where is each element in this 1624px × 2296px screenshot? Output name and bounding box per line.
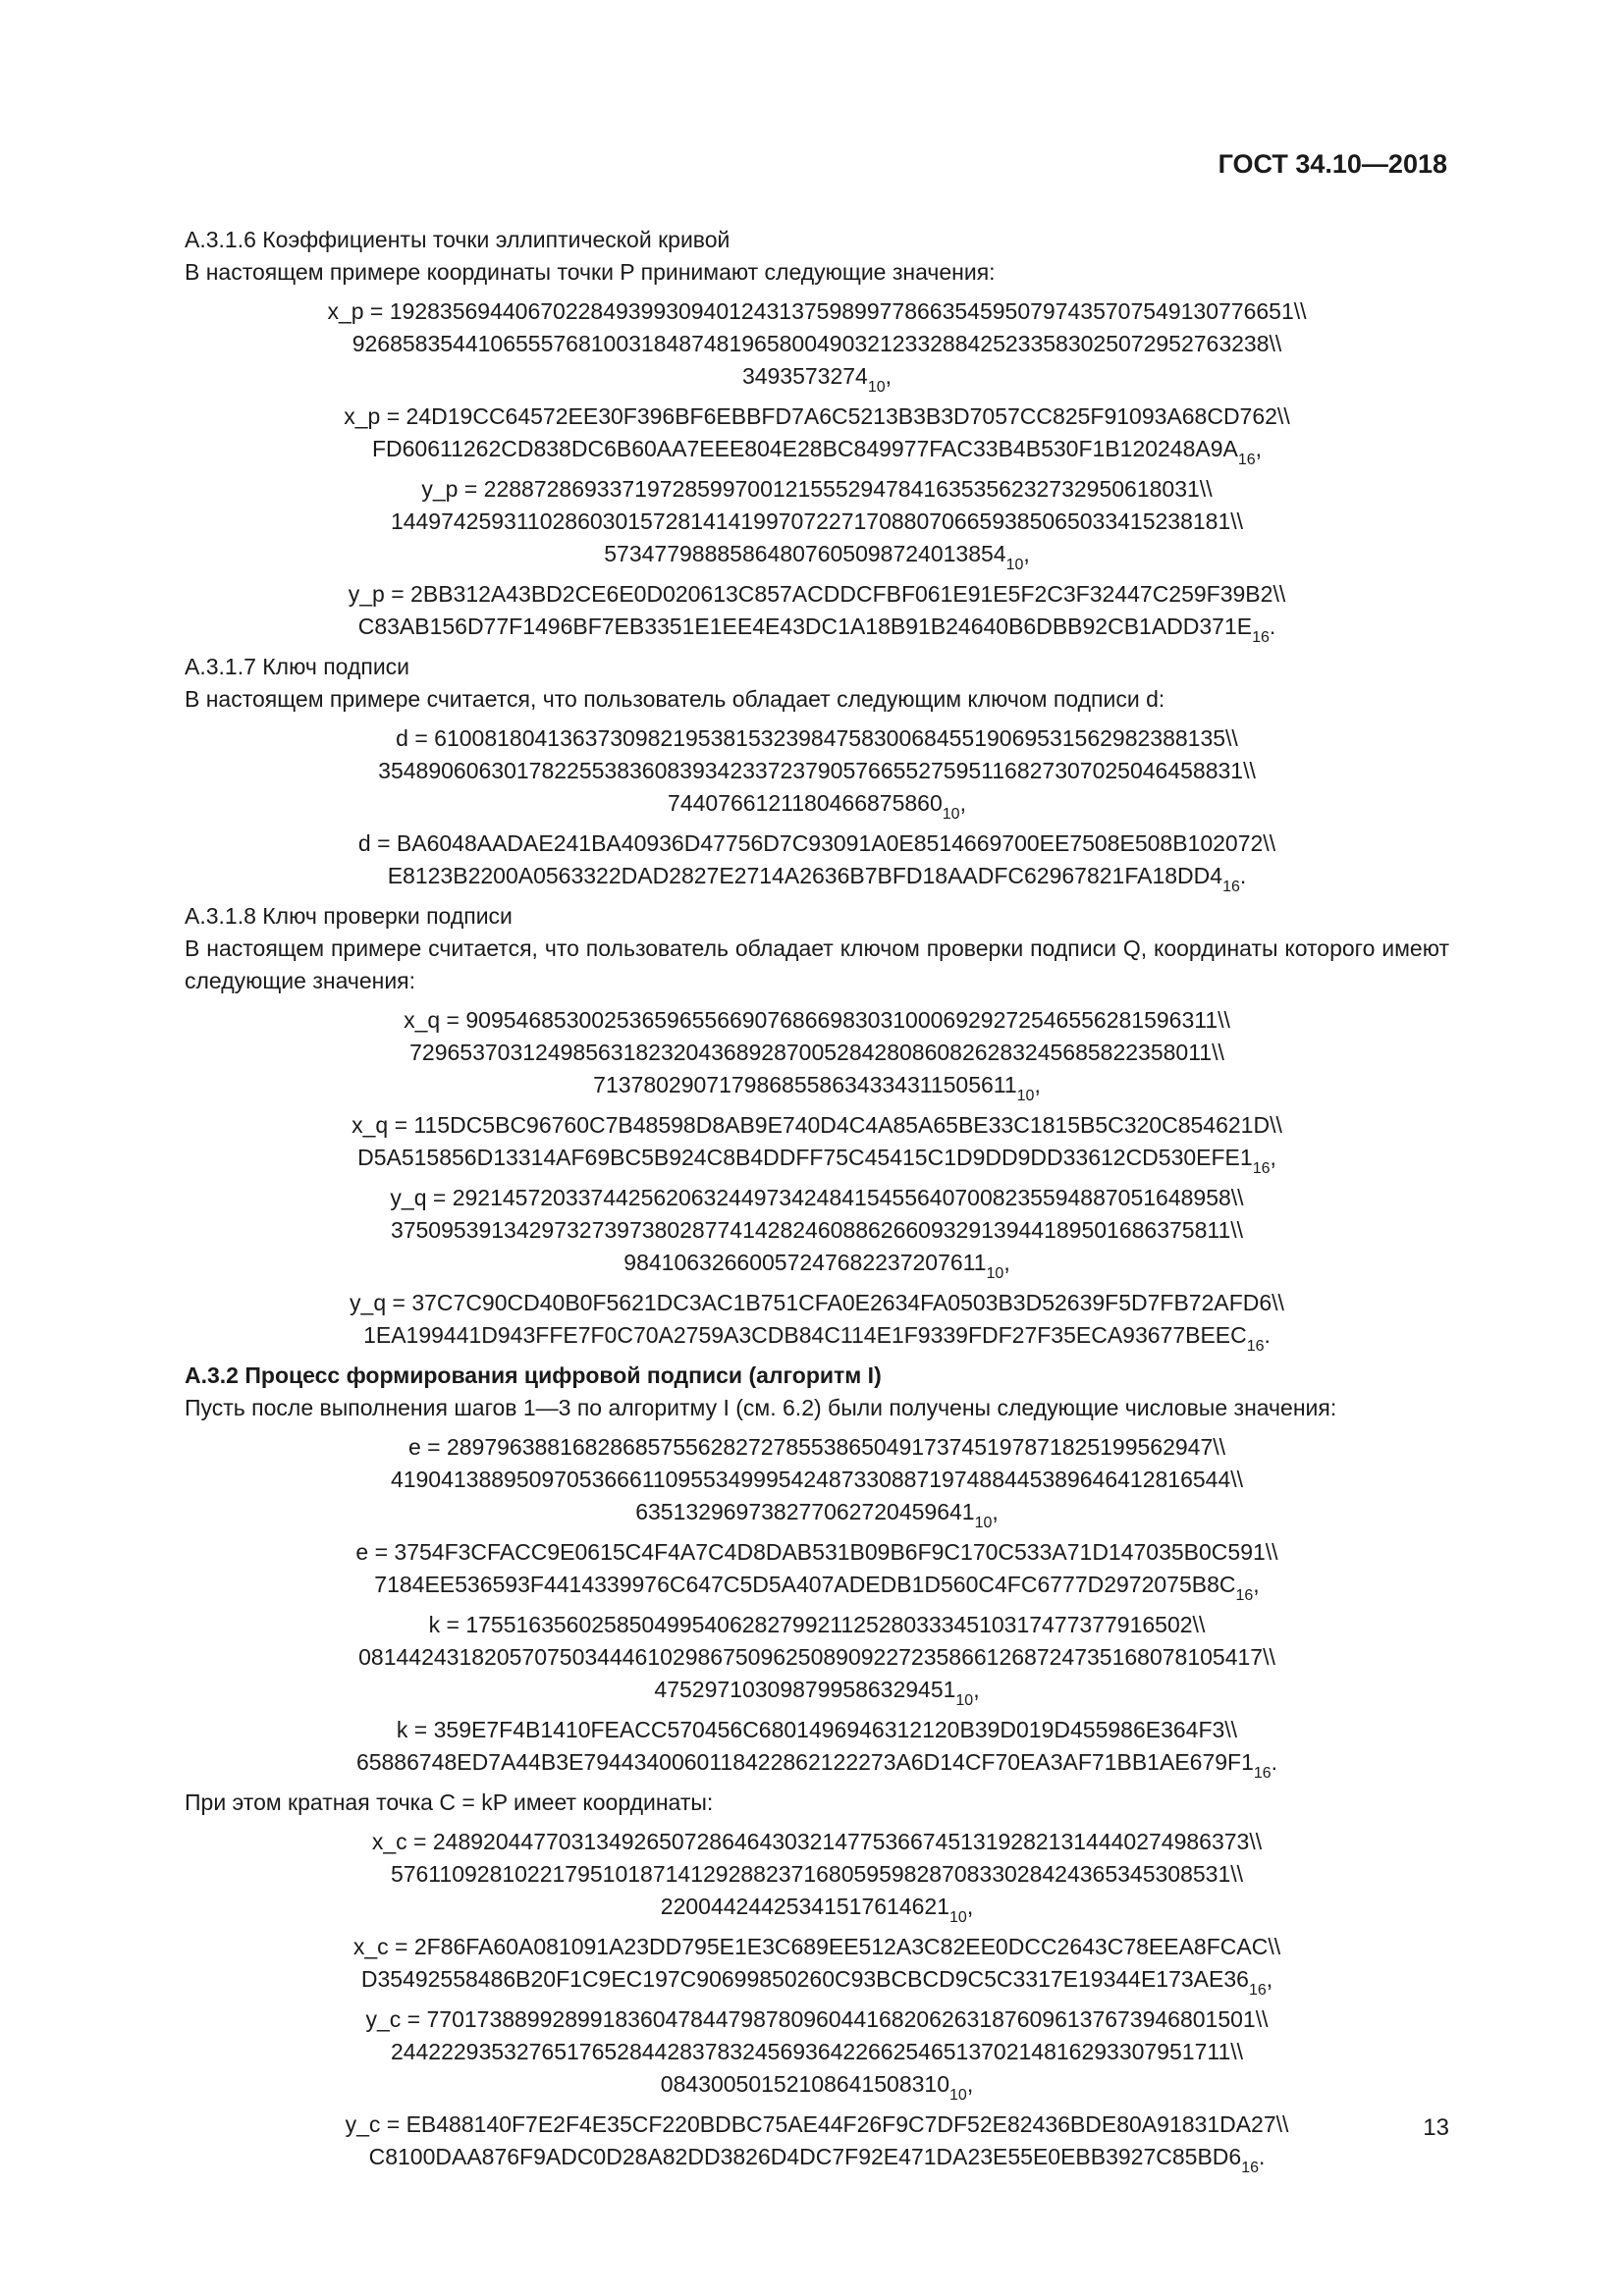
formula-yc-decimal xyxy=(185,2003,1449,2104)
formula-line: x_p = 192835694406702284939930940124313759899778663545950797435707549130776651\\ xyxy=(327,298,1307,324)
formula-line: $57347798885864807605098724013854_{10}$, xyxy=(604,541,1030,573)
formula-line: k = 1755163560258504995406282799211252803334510317477377916502\\ xyxy=(428,1612,1206,1637)
formula-line: $FD60611262CD838DC6B60AA7EEE804E28BC849977FAC33B4B530F1B120248A9A_{16}$, xyxy=(371,436,1263,468)
formula-line-value: 08430050152108641508310 xyxy=(660,2071,950,2097)
formula-xq-decimal xyxy=(185,1004,1449,1104)
subscript-base10: 10 xyxy=(942,806,960,823)
formula-line-value: 1EA199441D943FFE7F0C70A2759A3CDB84C114E1F9339FDF27F35ECA93677BEEC xyxy=(363,1322,1247,1348)
formula-line: y_p = 2BB312A43BD2CE6E0D020613C857ACDDCFBF061E91E5F2C3F32447C259F39B2\\ xyxy=(348,581,1286,607)
section-intro-a32: Пусть после выполнения шагов 1—3 по алгоритму I (см. 6.2) были получены следующие числовые значения: xyxy=(185,1395,1337,1420)
formula-line-value: 65886748ED7A44B3E7944340060118422862122273A6D14CF70EA3AF71BB1AE679F1 xyxy=(355,1749,1254,1775)
subscript-base16: 16 xyxy=(1252,629,1270,646)
formula-line: $D5A515856D13314AF69BC5B924C8B4DDFF75C45415C1D9DD9DD33612CD530EFE1_{16}$, xyxy=(357,1145,1276,1177)
formula-line-value: 475297103098799586329451 xyxy=(654,1677,956,1702)
formula-line: $22004424425341517614621_{10}$, xyxy=(660,1894,974,1926)
formula-line-value: 7440766121180466875860 xyxy=(668,790,943,816)
section-intro-a316: В настоящем примере координаты точки P принимают следующие значения: xyxy=(185,259,996,285)
page-number: 13 xyxy=(1423,2114,1449,2141)
formula-k-hex xyxy=(185,1714,1449,1782)
formula-line: $475297103098799586329451_{10}$, xyxy=(654,1677,980,1709)
subscript-base16: 16 xyxy=(1246,1338,1265,1355)
formula-yp-hex xyxy=(185,578,1449,646)
formula-line: y_c = EB488140F7E2F4E35CF220BDBC75AE44F26F9C7DF52E82436BDE80A91831DA27\\ xyxy=(345,2111,1289,2137)
subscript-base16: 16 xyxy=(1253,1765,1272,1782)
subscript-base16: 16 xyxy=(1235,1587,1254,1604)
formula-line-value: 98410632660057247682237207611 xyxy=(623,1250,987,1275)
formula-yq-hex xyxy=(185,1287,1449,1355)
formula-line: y_q = 37C7C90CD40B0F5621DC3AC1B751CFA0E2634FA0503B3D52639F5D7FB72AFD6\\ xyxy=(350,1290,1284,1315)
formula-line: 2442229353276517652844283783245693642266254651370214816293307951711\\ xyxy=(390,2039,1244,2064)
formula-line: 3750953913429732739738028774142824608862660932913944189501686375811\\ xyxy=(390,1217,1244,1243)
formula-d-hex xyxy=(185,828,1449,895)
formula-line: x_q = 909546853002536596556690768669830310006929272546556281596311\\ xyxy=(404,1007,1230,1033)
formula-xp-decimal xyxy=(185,295,1449,396)
formula-line: 7296537031249856318232043689287005284280860826283245685822358011\\ xyxy=(409,1040,1224,1065)
formula-line: $1EA199441D943FFE7F0C70A2759A3CDB84C114E1F9339FDF27F35ECA93677BEEC_{16}$. xyxy=(363,1322,1271,1355)
subscript-base16: 16 xyxy=(1237,452,1256,468)
multiple-point-intro: При этом кратная точка C = kP имеет координаты: xyxy=(185,1789,714,1815)
formula-line-value: 635132969738277062720459641 xyxy=(635,1499,975,1524)
formula-line: $08430050152108641508310_{10}$, xyxy=(660,2071,974,2104)
formula-line-value: C83AB156D77F1496BF7EB3351E1EE4E43DC1A18B91B24640B6DBB92CB1ADD371E xyxy=(357,614,1253,639)
formula-line: $98410632660057247682237207611_{10}$, xyxy=(623,1250,1010,1282)
subscript-base10: 10 xyxy=(986,1265,1004,1282)
section-heading-a32: А.3.2 Процесс формирования цифровой подписи (алгоритм I) xyxy=(185,1362,882,1388)
formula-line-value: 22004424425341517614621 xyxy=(660,1894,950,1919)
subscript-base10: 10 xyxy=(949,2087,967,2104)
page-header: ГОСТ 34.10—2018 xyxy=(1218,149,1447,179)
subscript-base16: 16 xyxy=(1222,879,1240,895)
formula-line-value: FD60611262CD838DC6B60AA7EEE804E28BC849977FAC33B4B530F1B120248A9A xyxy=(371,436,1238,461)
subscript-base10: 10 xyxy=(1005,557,1024,573)
formula-line: x_c = 24892044770313492650728646430321477536674513192821314440274986373\\ xyxy=(371,1829,1263,1854)
formula-line: $635132969738277062720459641_{10}$, xyxy=(635,1499,999,1531)
formula-line: d = BA6048AADAE241BA40936D47756D7C93091A0E8514669700EE7508E508B102072\\ xyxy=(357,830,1276,856)
subscript-base10: 10 xyxy=(1016,1088,1035,1104)
formula-line-value: 7184EE536593F4414339976C647C5D5A407ADEDB1D560C4FC6777D2972075B8C xyxy=(374,1572,1236,1597)
formula-line: $7137802907179868558634334311505611_{10}$, xyxy=(593,1072,1041,1104)
formula-line: x_q = 115DC5BC96760C7B48598D8AB9E740D4C4A85A65BE33C1815B5C320C854621D\\ xyxy=(352,1112,1282,1138)
formula-e-hex xyxy=(185,1536,1449,1604)
subscript-base16: 16 xyxy=(1248,1982,1267,1999)
formula-yp-decimal xyxy=(185,473,1449,573)
subscript-base10: 10 xyxy=(955,1692,974,1709)
formula-line-value: 7137802907179868558634334311505611 xyxy=(593,1072,1017,1097)
subscript-base16: 16 xyxy=(1252,1160,1271,1177)
formula-line: $7184EE536593F4414339976C647C5D5A407ADEDB1D560C4FC6777D2972075B8C_{16}$, xyxy=(374,1572,1260,1604)
formula-line: $C8100DAA876F9ADC0D28A82DD3826D4DC7F92E471DA23E55E0EBB3927C85BD6_{16}$. xyxy=(368,2144,1266,2176)
formula-line: 081442431820570750344461029867509625089092272358661268724735168078105417\\ xyxy=(358,1644,1275,1670)
subscript-base16: 16 xyxy=(1241,2160,1260,2176)
formula-line: $7440766121180466875860_{10}$, xyxy=(668,790,966,823)
formula-line: 1449742593110286030157281414199707227170880706659385065033415238181\\ xyxy=(390,508,1244,534)
formula-line: 9268583544106555768100318487481965800490321233288425233583025072952763238\\ xyxy=(352,331,1282,356)
section-title-a317: А.3.1.7 Ключ подписи xyxy=(185,654,410,679)
formula-xc-hex xyxy=(185,1931,1449,1999)
formula-line: $65886748ED7A44B3E7944340060118422862122273A6D14CF70EA3AF71BB1AE679F1_{16}$. xyxy=(355,1749,1278,1782)
formula-line: e = 3754F3CFACC9E0615C4F4A7C4D8DAB531B09B6F9C170C533A71D147035B0C591\\ xyxy=(355,1539,1278,1565)
formula-line: x_p = 24D19CC64572EE30F396BF6EBBFD7A6C5213B3B3D7057CC825F91093A68CD762\\ xyxy=(344,403,1290,429)
formula-xp-hex xyxy=(185,400,1449,468)
formula-line-value: E8123B2200A0563322DAD2827E2714A2636B7BFD18AADFC62967821FA18DD4 xyxy=(387,863,1223,888)
formula-line: $3493573274_{10}$, xyxy=(741,363,893,396)
formula-line: $C83AB156D77F1496BF7EB3351E1EE4E43DC1A18B91B24640B6DBB92CB1ADD371E_{16}$. xyxy=(357,614,1276,646)
formula-d-decimal xyxy=(185,722,1449,823)
document-body xyxy=(185,224,1449,2181)
section-intro-a317: В настоящем примере считается, что пользователь обладает следующим ключом подписи d: xyxy=(185,686,1165,712)
formula-e-decimal xyxy=(185,1431,1449,1531)
formula-line-value: 3493573274 xyxy=(741,363,868,389)
formula-line: y_c = 770173889928991836047844798780960441682062631876096137673946801501\\ xyxy=(365,2006,1269,2032)
formula-line-value: C8100DAA876F9ADC0D28A82DD3826D4DC7F92E471DA23E55E0EBB3927C85BD6 xyxy=(368,2144,1242,2169)
section-intro-a318: В настоящем примере считается, что пользователь обладает ключом проверки подписи Q, координаты которого имеют следующие значения: xyxy=(185,935,1449,993)
formula-xq-hex xyxy=(185,1109,1449,1177)
formula-line: y_q = 29214572033744256206324497342484154556407008235594887051648958\\ xyxy=(390,1185,1244,1210)
formula-yc-hex xyxy=(185,2109,1449,2176)
formula-line: d = 610081804136373098219538153239847583006845519069531562982388135\\ xyxy=(396,725,1238,751)
formula-line: 4190413889509705366611095534999542487330887197488445389646412816544\\ xyxy=(390,1467,1244,1492)
subscript-base10: 10 xyxy=(949,1909,967,1926)
section-title-a316: А.3.1.6 Коэффициенты точки эллиптической кривой xyxy=(185,227,731,252)
formula-line: y_p = 228872869337197285997001215552947841635356232732950618031\\ xyxy=(421,476,1213,502)
section-title-a318: А.3.1.8 Ключ проверки подписи xyxy=(185,903,513,929)
formula-line: $D35492558486B20F1C9EC197C90699850260C93BCBCD9C5C3317E19344E173AE36_{16}$, xyxy=(360,1966,1273,1999)
formula-line: $E8123B2200A0563322DAD2827E2714A2636B7BFD18AADFC62967821FA18DD4_{16}$. xyxy=(387,863,1247,895)
formula-line-value: 57347798885864807605098724013854 xyxy=(604,541,1006,566)
formula-k-decimal xyxy=(185,1609,1449,1709)
subscript-base10: 10 xyxy=(974,1515,993,1531)
formula-yq-decimal xyxy=(185,1182,1449,1282)
formula-line: 354890606301782255383608393423372379057665527595116827307025046458831\\ xyxy=(378,758,1256,783)
subscript-base10: 10 xyxy=(867,379,886,396)
formula-line-value: D35492558486B20F1C9EC197C90699850260C93BCBCD9C5C3317E19344E173AE36 xyxy=(360,1966,1249,1992)
formula-line: k = 359E7F4B1410FEACC570456C6801496946312120B39D019D455986E364F3\\ xyxy=(396,1717,1238,1742)
formula-line: x_c = 2F86FA60A081091A23DD795E1E3C689EE512A3C82EE0DCC2643C78EEA8FCAC\\ xyxy=(352,1934,1281,1959)
formula-line: e = 2897963881682868575562827278553865049173745197871825199562947\\ xyxy=(407,1434,1226,1460)
formula-xc-decimal xyxy=(185,1826,1449,1926)
formula-line: 5761109281022179510187141292882371680595982870833028424365345308531\\ xyxy=(390,1861,1244,1887)
formula-line-value: D5A515856D13314AF69BC5B924C8B4DDFF75C45415C1D9DD9DD33612CD530EFE1 xyxy=(357,1145,1253,1170)
